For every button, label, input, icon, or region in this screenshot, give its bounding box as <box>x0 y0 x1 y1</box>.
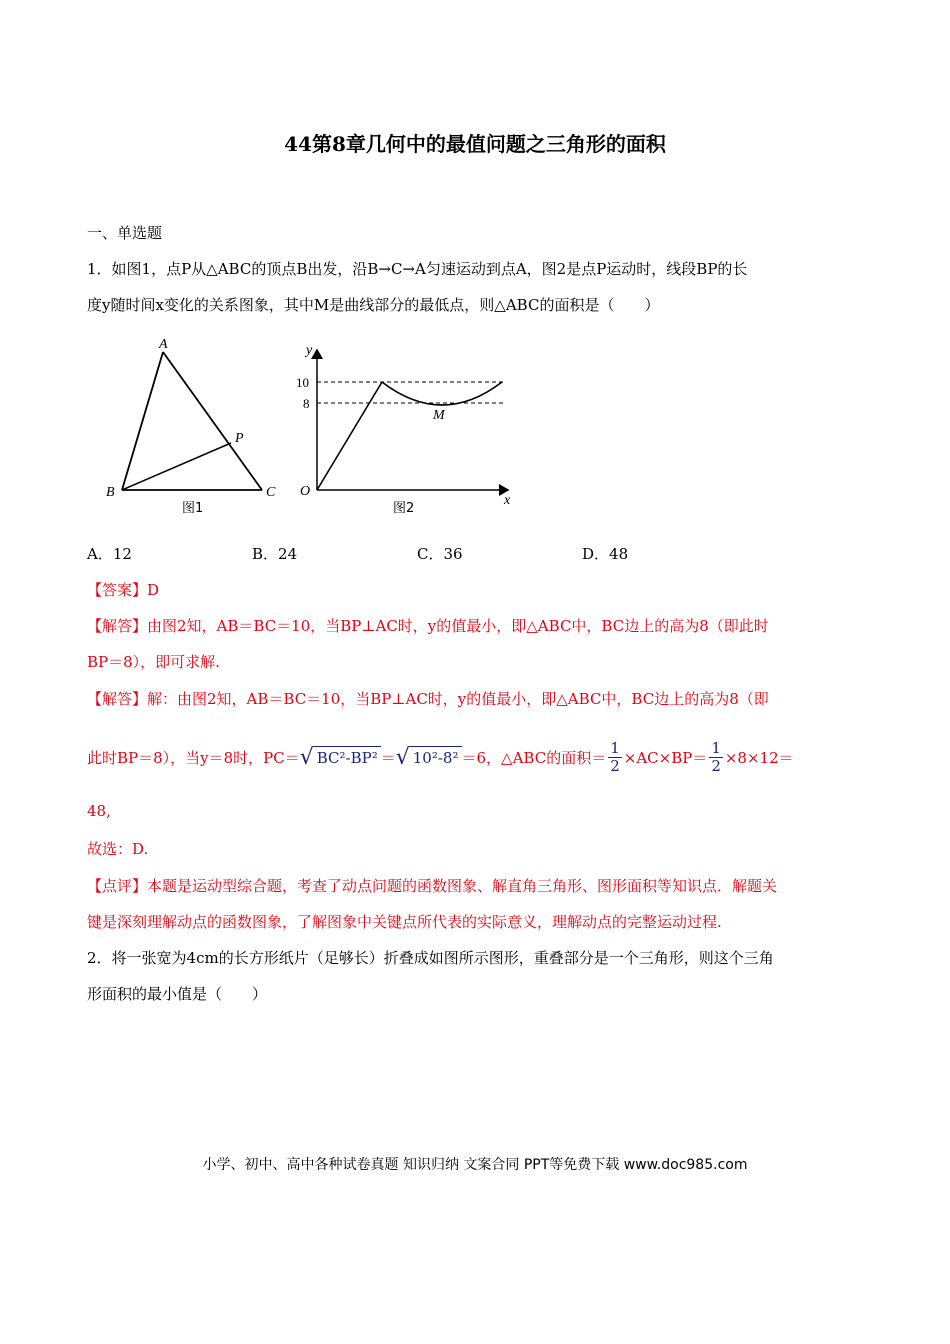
sqrt-radicand-1: BC²-BP² <box>314 746 381 767</box>
fraction-one-half <box>608 740 622 775</box>
solution-line3: 48, <box>87 802 111 820</box>
q1-stem-line1: 1．如图1，点P从△ABC的顶点B出发，沿B→C→A匀速运动到点A，图2是点P运动时，线段BP的长 <box>87 260 748 278</box>
page-footer: 小学、初中、高中各种试卷真题 知识归纳 文案合同 PPT等免费下载 www.doc985.com <box>202 1157 748 1173</box>
figure-2-caption: 图2 <box>393 501 415 516</box>
solution-line2-text-d: ×8×12＝ <box>724 749 794 767</box>
page-title: 44第8章几何中的最值问题之三角形的面积 <box>284 132 666 156</box>
sqrt-radicand-2: 10²-8² <box>410 746 462 767</box>
fraction-numerator: 1 <box>610 739 620 757</box>
option-a: A．12 <box>87 545 132 563</box>
sqrt-expression-2 <box>395 744 462 770</box>
option-d: D．48 <box>582 545 629 563</box>
label-b: B <box>106 485 115 500</box>
radical-icon: √ <box>299 744 314 770</box>
answer-line: 【答案】D <box>87 581 160 599</box>
sqrt-expression-1 <box>299 744 381 770</box>
segment-bp <box>122 443 231 490</box>
tick-8: 8 <box>303 396 310 411</box>
comment-line1: 【点评】本题是运动型综合题，考查了动点问题的函数图象、解直角三角形、图形面积等知识点．解题关 <box>87 877 778 895</box>
fraction-denominator: 2 <box>711 757 721 775</box>
figure-2-graph <box>290 338 520 520</box>
solution-line2 <box>87 740 794 775</box>
segment-ac <box>163 352 262 490</box>
q1-stem-line2: 度y随时间x变化的关系图象，其中M是曲线部分的最低点，则△ABC的面积是（ ） <box>87 296 660 314</box>
solution-line2-text-b: ＝6，△ABC的面积＝ <box>461 749 607 767</box>
fraction-denominator: 2 <box>610 757 620 775</box>
analysis-line1: 【解答】由图2知，AB＝BC＝10，当BP⊥AC时，y的值最小，即△ABC中，BC边上的高为8（即此时 <box>87 617 769 635</box>
label-p: P <box>235 431 244 446</box>
label-x: x <box>504 493 511 508</box>
segment-ab <box>122 352 163 490</box>
solution-line2-text-c: ×AC×BP＝ <box>623 749 708 767</box>
q2-stem-line2: 形面积的最小值是（ ） <box>87 985 268 1003</box>
label-m: M <box>433 408 445 423</box>
section-heading: 一、单选题 <box>87 224 163 242</box>
solution-line1: 【解答】解：由图2知，AB＝BC＝10，当BP⊥AC时，y的值最小，即△ABC中，BC边上的高为8（即 <box>87 690 769 708</box>
graph-linear-segment <box>317 382 382 490</box>
tick-10: 10 <box>296 375 309 390</box>
figure-1-caption: 图1 <box>182 501 204 516</box>
label-a: A <box>159 337 168 352</box>
fraction-one-half-2 <box>709 740 723 775</box>
option-b: B．24 <box>252 545 298 563</box>
analysis-line2: BP＝8），即可求解. <box>87 653 220 671</box>
comment-line2: 键是深刻理解动点的函数图象，了解图象中关键点所代表的实际意义，理解动点的完整运动过程. <box>87 913 722 931</box>
option-c: C．36 <box>417 545 463 563</box>
solution-line2-text-a: 此时BP＝8），当y＝8时，PC＝ <box>87 749 300 767</box>
graph-curve <box>382 382 502 405</box>
label-y: y <box>306 343 313 358</box>
figure-1-triangle <box>100 330 290 520</box>
equals-sign: ＝ <box>380 749 396 767</box>
q2-stem-line1: 2．将一张宽为4cm的长方形纸片（足够长）折叠成如图所示图形，重叠部分是一个三角形，则这个三角 <box>87 949 774 967</box>
label-c: C <box>266 485 276 500</box>
solution-line4: 故选：D. <box>87 840 149 858</box>
radical-icon: √ <box>395 744 410 770</box>
fraction-numerator: 1 <box>711 739 721 757</box>
label-origin: O <box>300 484 311 499</box>
